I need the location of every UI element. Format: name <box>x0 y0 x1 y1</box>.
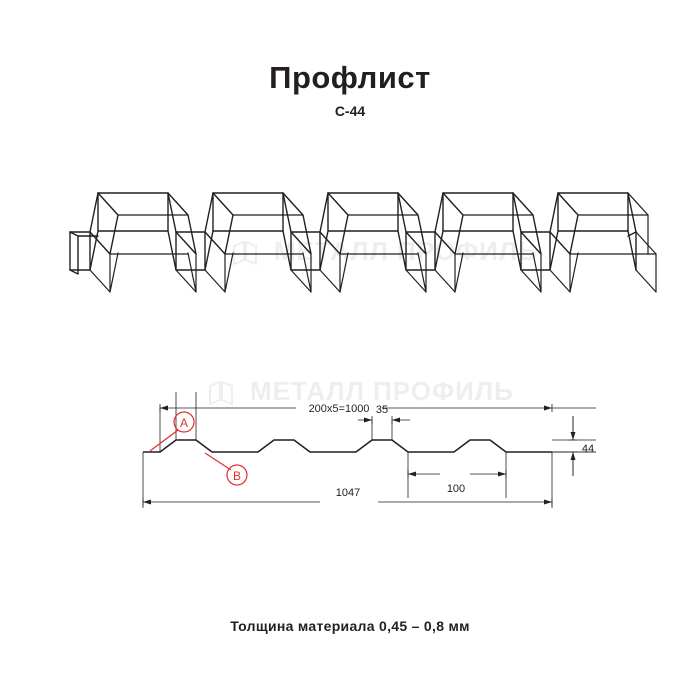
model-subtitle: С-44 <box>334 103 366 119</box>
dim-overall-width: 1047 <box>335 487 361 499</box>
marker-label-a: A <box>179 416 189 430</box>
dim-rib-pitch: 100 <box>446 483 466 495</box>
thickness-note: Толщина материала 0,45 – 0,8 мм <box>230 618 470 634</box>
dim-profile-height: 44 <box>581 443 595 455</box>
dim-pitch-total: 200х5=1000 <box>308 403 370 415</box>
watermark-top-text: МЕТАЛЛ ПРОФИЛЬ <box>274 236 538 266</box>
dim-rib-top-width: 35 <box>375 404 389 416</box>
marker-label-b: B <box>232 469 242 483</box>
page-title: Профлист <box>269 60 431 95</box>
watermark-bottom-text: МЕТАЛЛ ПРОФИЛЬ <box>250 376 514 406</box>
